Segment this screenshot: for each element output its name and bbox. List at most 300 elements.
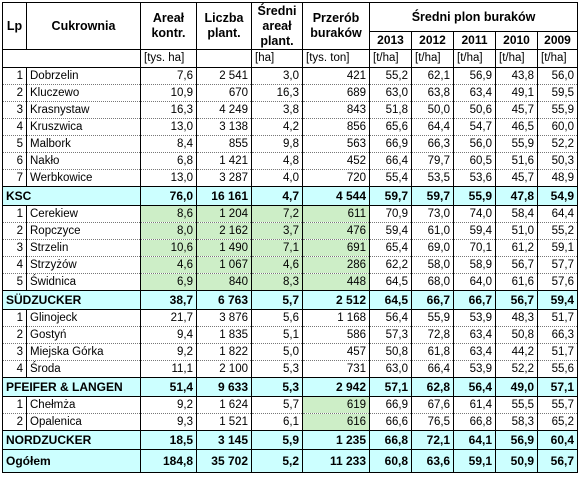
row-y2012: 79,7 (412, 153, 454, 170)
row-areal: 9,4 (141, 327, 197, 344)
row-y2011: 53,9 (454, 310, 496, 327)
row-areal: 9,2 (141, 397, 197, 414)
table-row (3, 327, 578, 344)
row-y2013: 66,9 (370, 136, 412, 153)
row-areal: 13,0 (141, 170, 197, 187)
row-y2012: 62,1 (412, 68, 454, 85)
row-liczba: 1 067 (197, 257, 252, 274)
summary-liczba: 3 145 (197, 431, 252, 450)
row-y2009: 59,1 (538, 240, 578, 257)
row-y2010: 51,6 (496, 153, 538, 170)
row-areal: 6,9 (141, 274, 197, 291)
row-y2009: 52,2 (538, 136, 578, 153)
row-liczba: 3 138 (197, 119, 252, 136)
row-y2012: 73,0 (412, 206, 454, 223)
row-name: Krasnystaw (27, 102, 141, 119)
row-sred: 4,6 (252, 257, 303, 274)
row-lp: 5 (3, 136, 27, 153)
row-y2011: 63,4 (454, 344, 496, 361)
row-przerob: 1 168 (303, 310, 370, 327)
row-y2010: 44,2 (496, 344, 538, 361)
total-name: Ogółem (3, 450, 141, 473)
units-spacer-2 (27, 50, 141, 68)
row-przerob: 448 (303, 274, 370, 291)
header-liczba-line2: plant. (207, 26, 241, 40)
header-year-2012: 2012 (412, 32, 454, 50)
row-name: Gostyń (27, 327, 141, 344)
total-row (3, 450, 578, 473)
row-areal: 6,8 (141, 153, 197, 170)
row-name: Chełmża (27, 397, 141, 414)
row-y2013: 70,9 (370, 206, 412, 223)
row-lp: 4 (3, 119, 27, 136)
header-plon: Średni plon buraków (370, 3, 578, 32)
row-przerob: 452 (303, 153, 370, 170)
table-row (3, 85, 578, 102)
row-y2013: 57,3 (370, 327, 412, 344)
row-liczba: 1 822 (197, 344, 252, 361)
header-liczba-line1: Liczba (204, 11, 244, 25)
unit-liczba (197, 50, 252, 68)
row-liczba: 1 490 (197, 240, 252, 257)
row-areal: 7,6 (141, 68, 197, 85)
row-y2009: 60,0 (538, 119, 578, 136)
summary-sred: 5,3 (252, 378, 303, 397)
row-y2012: 66,3 (412, 136, 454, 153)
row-przerob: 689 (303, 85, 370, 102)
summary-liczba: 16 161 (197, 187, 252, 206)
row-y2009: 55,2 (538, 223, 578, 240)
row-lp: 4 (3, 361, 27, 378)
summary-liczba: 9 633 (197, 378, 252, 397)
row-y2010: 43,8 (496, 68, 538, 85)
table-row (3, 274, 578, 291)
row-y2009: 59,5 (538, 85, 578, 102)
row-y2013: 51,8 (370, 102, 412, 119)
unit-przerob: [tys. ton] (303, 50, 370, 68)
total-y2013: 60,8 (370, 450, 412, 473)
summary-przerob: 1 235 (303, 431, 370, 450)
row-liczba: 1 421 (197, 153, 252, 170)
summary-name: NORDZUCKER (3, 431, 141, 450)
row-y2010: 52,2 (496, 361, 538, 378)
row-lp: 1 (3, 397, 27, 414)
table-row (3, 361, 578, 378)
units-row (3, 50, 578, 68)
row-name: Kluczewo (27, 85, 141, 102)
table-row (3, 223, 578, 240)
summary-przerob: 4 544 (303, 187, 370, 206)
row-sred: 5,6 (252, 310, 303, 327)
sugar-plant-table (2, 2, 578, 473)
header-sredni-line2: areał (262, 18, 292, 33)
summary-y2013: 66,8 (370, 431, 412, 450)
row-name: Świdnica (27, 274, 141, 291)
table-row (3, 170, 578, 187)
row-y2009: 57,7 (538, 257, 578, 274)
header-areal-line1: Areał (152, 11, 185, 25)
header-year-2011: 2011 (454, 32, 496, 50)
total-y2011: 59,1 (454, 450, 496, 473)
row-areal: 10,9 (141, 85, 197, 102)
row-y2013: 55,4 (370, 170, 412, 187)
header-przerob (303, 3, 370, 50)
row-y2011: 63,4 (454, 85, 496, 102)
row-y2012: 76,5 (412, 414, 454, 431)
total-przerob: 11 233 (303, 450, 370, 473)
row-name: Środa (27, 361, 141, 378)
unit-2010: [t/ha] (496, 50, 538, 68)
row-y2009: 57,6 (538, 274, 578, 291)
summary-sred: 5,7 (252, 291, 303, 310)
row-liczba: 840 (197, 274, 252, 291)
row-areal: 9,2 (141, 344, 197, 361)
row-y2010: 45,7 (496, 170, 538, 187)
table-row (3, 310, 578, 327)
row-y2013: 62,2 (370, 257, 412, 274)
summary-row (3, 378, 578, 397)
row-areal: 8,6 (141, 206, 197, 223)
row-name: Werbkowice (27, 170, 141, 187)
row-y2013: 59,4 (370, 223, 412, 240)
row-y2012: 66,4 (412, 361, 454, 378)
header-lp: Lp (3, 3, 27, 50)
header-cukrownia: Cukrownia (27, 3, 141, 50)
unit-2013: [t/ha] (370, 50, 412, 68)
summary-przerob: 2 512 (303, 291, 370, 310)
row-y2010: 56,7 (496, 257, 538, 274)
row-name: Glinojeck (27, 310, 141, 327)
total-y2012: 63,6 (412, 450, 454, 473)
row-y2009: 55,7 (538, 397, 578, 414)
row-liczba: 1 624 (197, 397, 252, 414)
table-row (3, 414, 578, 431)
summary-y2009: 60,4 (538, 431, 578, 450)
row-przerob: 843 (303, 102, 370, 119)
summary-row (3, 187, 578, 206)
table-row (3, 102, 578, 119)
row-lp: 2 (3, 85, 27, 102)
row-y2010: 48,3 (496, 310, 538, 327)
row-liczba: 1 835 (197, 327, 252, 344)
table-row (3, 206, 578, 223)
summary-sred: 5,9 (252, 431, 303, 450)
row-y2011: 74,0 (454, 206, 496, 223)
row-y2011: 56,0 (454, 136, 496, 153)
summary-row (3, 431, 578, 450)
summary-areal: 38,7 (141, 291, 197, 310)
summary-areal: 18,5 (141, 431, 197, 450)
row-przerob: 619 (303, 397, 370, 414)
row-y2012: 63,8 (412, 85, 454, 102)
row-y2013: 63,0 (370, 361, 412, 378)
header-przerob-line1: Przerób (312, 11, 360, 25)
row-name: Opalenica (27, 414, 141, 431)
row-y2010: 45,7 (496, 102, 538, 119)
header-year-2009: 2009 (538, 32, 578, 50)
row-areal: 10,6 (141, 240, 197, 257)
row-areal: 13,0 (141, 119, 197, 136)
row-y2012: 69,0 (412, 240, 454, 257)
row-sred: 4,0 (252, 170, 303, 187)
row-areal: 8,4 (141, 136, 197, 153)
row-liczba: 3 876 (197, 310, 252, 327)
row-sred: 6,1 (252, 414, 303, 431)
row-y2013: 65,6 (370, 119, 412, 136)
table-row (3, 397, 578, 414)
header-sredni-line3: plant. (260, 33, 294, 48)
summary-liczba: 6 763 (197, 291, 252, 310)
row-name: Kruszwica (27, 119, 141, 136)
row-name: Miejska Górka (27, 344, 141, 361)
row-y2013: 50,8 (370, 344, 412, 361)
row-sred: 3,0 (252, 68, 303, 85)
row-y2011: 64,0 (454, 274, 496, 291)
total-liczba: 35 702 (197, 450, 252, 473)
row-lp: 6 (3, 153, 27, 170)
row-liczba: 855 (197, 136, 252, 153)
row-sred: 5,0 (252, 344, 303, 361)
summary-y2012: 72,1 (412, 431, 454, 450)
row-sred: 5,3 (252, 361, 303, 378)
row-y2011: 53,6 (454, 170, 496, 187)
row-y2012: 50,0 (412, 102, 454, 119)
row-przerob: 457 (303, 344, 370, 361)
row-y2011: 50,6 (454, 102, 496, 119)
row-liczba: 4 249 (197, 102, 252, 119)
row-y2012: 61,8 (412, 344, 454, 361)
table-wrapper (2, 2, 578, 473)
row-liczba: 1 204 (197, 206, 252, 223)
summary-przerob: 2 942 (303, 378, 370, 397)
summary-y2009: 59,4 (538, 291, 578, 310)
row-przerob: 286 (303, 257, 370, 274)
row-y2010: 49,1 (496, 85, 538, 102)
row-name: Ropczyce (27, 223, 141, 240)
row-y2010: 58,4 (496, 206, 538, 223)
row-y2013: 55,2 (370, 68, 412, 85)
header-areal (141, 3, 197, 50)
row-y2012: 72,8 (412, 327, 454, 344)
unit-2012: [t/ha] (412, 50, 454, 68)
row-y2013: 66,4 (370, 153, 412, 170)
row-liczba: 2 541 (197, 68, 252, 85)
row-sred: 5,7 (252, 397, 303, 414)
row-przerob: 731 (303, 361, 370, 378)
row-sred: 3,8 (252, 102, 303, 119)
summary-areal: 76,0 (141, 187, 197, 206)
row-lp: 1 (3, 68, 27, 85)
table-row (3, 136, 578, 153)
row-liczba: 670 (197, 85, 252, 102)
row-sred: 7,1 (252, 240, 303, 257)
summary-name: KSC (3, 187, 141, 206)
table-row (3, 257, 578, 274)
unit-sred: [ha] (252, 50, 303, 68)
total-y2009: 56,7 (538, 450, 578, 473)
row-name: Dobrzelin (27, 68, 141, 85)
summary-row (3, 291, 578, 310)
row-areal: 4,6 (141, 257, 197, 274)
row-y2012: 64,4 (412, 119, 454, 136)
row-lp: 1 (3, 310, 27, 327)
unit-2011: [t/ha] (454, 50, 496, 68)
row-y2010: 51,0 (496, 223, 538, 240)
row-lp: 2 (3, 327, 27, 344)
row-przerob: 691 (303, 240, 370, 257)
total-sred: 5,2 (252, 450, 303, 473)
row-przerob: 476 (303, 223, 370, 240)
summary-name: PFEIFER & LANGEN (3, 378, 141, 397)
summary-y2011: 66,7 (454, 291, 496, 310)
row-name: Nakło (27, 153, 141, 170)
summary-sred: 4,7 (252, 187, 303, 206)
row-lp: 7 (3, 170, 27, 187)
row-sred: 4,2 (252, 119, 303, 136)
row-y2009: 51,7 (538, 344, 578, 361)
row-lp: 3 (3, 344, 27, 361)
row-y2012: 61,0 (412, 223, 454, 240)
table-row (3, 153, 578, 170)
row-y2011: 53,9 (454, 361, 496, 378)
row-y2010: 55,9 (496, 136, 538, 153)
header-year-2013: 2013 (370, 32, 412, 50)
summary-y2010: 49,0 (496, 378, 538, 397)
row-liczba: 2 100 (197, 361, 252, 378)
row-liczba: 2 162 (197, 223, 252, 240)
summary-y2013: 64,5 (370, 291, 412, 310)
summary-y2010: 56,9 (496, 431, 538, 450)
row-y2011: 58,9 (454, 257, 496, 274)
row-sred: 8,3 (252, 274, 303, 291)
summary-y2010: 47,8 (496, 187, 538, 206)
row-areal: 11,1 (141, 361, 197, 378)
table-row (3, 119, 578, 136)
row-name: Malbork (27, 136, 141, 153)
row-y2013: 64,5 (370, 274, 412, 291)
row-y2009: 51,7 (538, 310, 578, 327)
row-sred: 7,2 (252, 206, 303, 223)
row-y2013: 56,4 (370, 310, 412, 327)
total-y2010: 50,9 (496, 450, 538, 473)
row-przerob: 616 (303, 414, 370, 431)
header-year-2010: 2010 (496, 32, 538, 50)
row-lp: 5 (3, 274, 27, 291)
row-przerob: 586 (303, 327, 370, 344)
row-y2013: 66,9 (370, 397, 412, 414)
header-sredni-areal (252, 3, 303, 50)
summary-y2009: 57,1 (538, 378, 578, 397)
row-lp: 1 (3, 206, 27, 223)
units-spacer (3, 50, 27, 68)
row-y2011: 70,1 (454, 240, 496, 257)
summary-y2011: 64,1 (454, 431, 496, 450)
row-y2010: 61,2 (496, 240, 538, 257)
row-y2009: 56,0 (538, 68, 578, 85)
summary-y2013: 57,1 (370, 378, 412, 397)
summary-y2010: 56,7 (496, 291, 538, 310)
table-row (3, 240, 578, 257)
summary-y2011: 56,4 (454, 378, 496, 397)
row-y2011: 61,4 (454, 397, 496, 414)
header-row-1 (3, 3, 578, 32)
row-y2010: 55,5 (496, 397, 538, 414)
row-lp: 2 (3, 223, 27, 240)
row-sred: 16,3 (252, 85, 303, 102)
row-przerob: 720 (303, 170, 370, 187)
row-name: Strzelin (27, 240, 141, 257)
header-liczba (197, 3, 252, 50)
row-y2010: 46,5 (496, 119, 538, 136)
row-y2011: 54,7 (454, 119, 496, 136)
row-areal: 9,3 (141, 414, 197, 431)
row-areal: 8,0 (141, 223, 197, 240)
summary-name: SÜDZUCKER (3, 291, 141, 310)
row-sred: 3,7 (252, 223, 303, 240)
header-areal-line2: kontr. (151, 26, 186, 40)
table-row (3, 68, 578, 85)
row-y2009: 50,3 (538, 153, 578, 170)
row-y2009: 66,3 (538, 327, 578, 344)
row-y2009: 55,9 (538, 102, 578, 119)
row-przerob: 856 (303, 119, 370, 136)
row-przerob: 421 (303, 68, 370, 85)
row-y2013: 63,0 (370, 85, 412, 102)
header-przerob-line2: buraków (310, 26, 362, 40)
row-y2009: 64,4 (538, 206, 578, 223)
row-y2010: 58,3 (496, 414, 538, 431)
unit-areal: [tys. ha] (141, 50, 197, 68)
header-sredni-line1: Średni (257, 3, 297, 18)
row-lp: 2 (3, 414, 27, 431)
row-y2011: 59,4 (454, 223, 496, 240)
row-sred: 4,8 (252, 153, 303, 170)
summary-y2012: 66,7 (412, 291, 454, 310)
row-y2012: 68,0 (412, 274, 454, 291)
row-name: Strzyżów (27, 257, 141, 274)
row-y2012: 55,9 (412, 310, 454, 327)
row-przerob: 611 (303, 206, 370, 223)
summary-y2013: 59,7 (370, 187, 412, 206)
row-y2009: 55,6 (538, 361, 578, 378)
row-przerob: 563 (303, 136, 370, 153)
table-body (3, 68, 578, 473)
summary-areal: 51,4 (141, 378, 197, 397)
total-areal: 184,8 (141, 450, 197, 473)
summary-y2012: 59,7 (412, 187, 454, 206)
row-y2011: 66,8 (454, 414, 496, 431)
row-liczba: 3 287 (197, 170, 252, 187)
row-areal: 16,3 (141, 102, 197, 119)
row-sred: 9,8 (252, 136, 303, 153)
row-y2010: 61,6 (496, 274, 538, 291)
row-liczba: 1 521 (197, 414, 252, 431)
row-y2012: 58,0 (412, 257, 454, 274)
row-y2011: 60,5 (454, 153, 496, 170)
row-y2013: 65,4 (370, 240, 412, 257)
row-y2013: 66,6 (370, 414, 412, 431)
row-lp: 4 (3, 257, 27, 274)
summary-y2009: 54,9 (538, 187, 578, 206)
row-lp: 3 (3, 102, 27, 119)
row-name: Cerekiew (27, 206, 141, 223)
row-y2012: 53,5 (412, 170, 454, 187)
row-y2011: 56,9 (454, 68, 496, 85)
row-y2009: 48,9 (538, 170, 578, 187)
unit-2009: [t/ha] (538, 50, 578, 68)
row-y2011: 63,4 (454, 327, 496, 344)
table-row (3, 344, 578, 361)
